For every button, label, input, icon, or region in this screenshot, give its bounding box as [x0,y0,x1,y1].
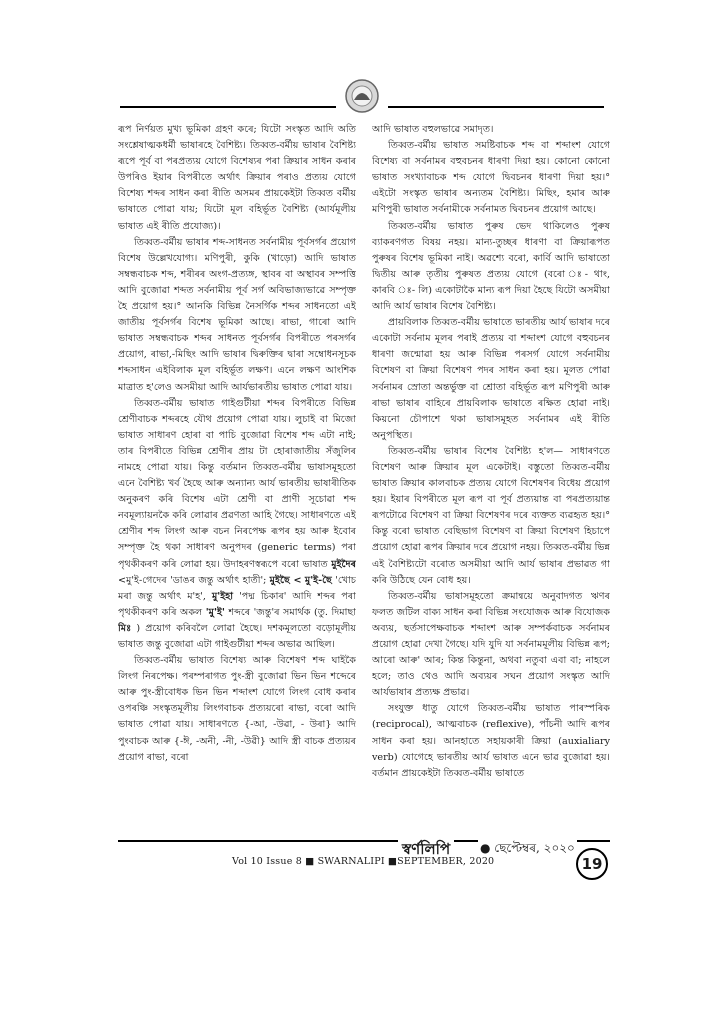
paragraph: তিব্বত-বৰ্মীয় ভাষাত পুৰুষ ভেদ থাকিলেও পুৰুষ ব্যাকৰণগত বিষয় নহয়। মান্য-তুচ্ছৰ ধাৰণা বা ক্ৰিয়াৰূপত পুৰুষৰ বিশেষ ভূমিকা নাই। অৱশ্যে বৰো, কাৰ্বি আদি ভাষাতো দ্বিতীয় আৰু তৃতীয় পুৰুষত প্ৰত্যয় যোগে (বৰো ঃ- থাং, কাৰবি ঃ- লি) একোটাকৈ মান্য ৰূপ দিয়া হৈছে যিটো অসমীয়া আদি আৰ্য ভাষাৰ বিশেষ বৈশিষ্ট্য। [372,220,610,313]
text-run: 'পদ্ম চিকাৰ' আদি শব্দৰ পৰা পৃথকীকৰণ কৰি অকল [118,590,356,618]
logo-emblem-icon [344,78,380,114]
text-run: <মু'ই-গেদেৰ 'ডাঙৰ জন্তু অৰ্থাৎ হাতী'; [118,574,267,586]
english-term: (reciprocal) [372,719,429,731]
text-run: পৰা পৃথকীকৰণ কৰি লোৱা হয়। উদাহৰণস্বৰূপে বৰো ভাষাত [118,542,356,570]
example-word: মু'ই-ছৈ [304,574,332,586]
header-rule-left [120,106,336,108]
paragraph: তিব্বত-বৰ্মীয় ভাষাসমূহতো ক্ৰমান্বয়ে অনুবাদগত ঋণৰ ফলত জটিল বাক্য সাধন কৰা বিভিন্ন সংযোজক আৰু বিযোজক অব্যয়, ছৰ্তসাপেক্ষবাচক শব্দাংশ আৰু সম্পৰ্কবাচক সৰ্বনামৰ প্ৰয়োগ হোৱা দেখা গৈছে। যদি যুদি যা সৰ্বনামমূলীয় বিভিন্ন ৰূপ; আৰো আৰু' আৰ; কিন্ত কিন্তুনা, অথবা নতুবা এবা বা; নাহলে হলে; তাও থেও আদি অব্যয়ৰ সঘন প্ৰয়োগ সংস্কৃত আদি আৰ্যভাষাৰ প্ৰত্যক্ষ প্ৰভাৱ। [372,590,610,699]
example-word: মিঃ [118,622,132,634]
header-rule-right [388,106,604,108]
text-run: সংযুক্ত ধাতু যোগে তিব্বত-বৰ্মীয় ভাষাত পাৰস্পৰিক [388,703,610,715]
text-run: ) প্ৰয়োগ কৰিবলৈ লোৱা হৈছে। দশকমূলতো বড়োমূলীয় ভাষাত জন্তু বুজোৱা এটা গাইগুটীয়া শব্দৰ অভাৱ আছিল। [118,622,356,650]
left-column [118,122,356,832]
paragraph [118,396,356,654]
paragraph: প্ৰায়বিলাক তিব্বত-বৰ্মীয় ভাষাতে ভাৰতীয় আৰ্য ভাষাৰ দৰে একোটা সৰ্বনাম মূলৰ পৰাই প্ৰত্যয় বা শব্দাংশ যোগে বহুবচনৰ ধাৰণা জন্মোৱা হয় আৰু বিভিন্ন পৰসৰ্গ যোগে সৰ্বনামীয় বিশেষণ বা ক্ৰিয়া বিশেষণ পদৰ সাধন কৰা হয়। মূলত পোৱা সৰ্বনামৰ স্ৰোতা অন্তৰ্ভুক্ত বা শ্ৰোতা বহিৰ্ভূত ৰূপ মণিপুৰী আৰু ৰাভা ভাষাৰ বাহিৰে প্ৰায়বিলাক ভাষাতে ৰক্ষিত হোৱা নাই। কিয়নো চৌপাশে থকা ভাষাসমূহত সৰ্বনামৰ এই ৰীতি অনুপস্থিত। [372,317,610,441]
example-word: 'মু'ই' [205,606,225,618]
example-word: মু'ইহা [211,590,234,602]
paragraph: তিব্বত-বৰ্মীয় ভাষাত সমষ্টিবাচক শব্দ বা শব্দাংশ যোগে বিশেষ্য বা সৰ্বনামৰ বহুবচনৰ ধাৰণা দিয়া হয়। কোনো কোনো ভাষাত সংখ্যাবাচক শব্দ যোগে দ্বিবচনৰ ধাৰণা দিয়া হয়।° এইটো সংস্কৃত ভাষাৰ অন্যতম বৈশিষ্ট্য। মিছিং, হমাৰ আৰু মণিপুৰী ভাষাত সৰ্বনামীকে সৰ্বনামত দ্বিবচনৰ প্ৰয়োগ আছে। [372,140,610,216]
issue-info: Vol 10 Issue 8 ■ SWARNALIPI ■SEPTEMBER, 2020 [232,856,495,867]
paragraph [372,701,610,781]
text-run: যোগেহে ভাৰতীয় আৰ্য ভাষাত এনে ভাৱ বুজোৱা হয়। বৰ্তমান প্ৰায়কেইটা তিব্বত-বৰ্মীয় ভাষাতে [372,751,610,779]
text-run: তিব্বত-বৰ্মীয় ভাষাত গাইগুটীয়া শব্দৰ বিপৰীতে বিভিন্ন শ্ৰেণীবাচক শব্দৰহে যৌথ প্ৰয়োগ পোৱা যায়। লুচাই বা মিজো ভাষাত সাধাৰণ হোৰা বা পাচি বুজোৱা বিশেষ শব্দ এটা নাই; তাৰ বিপৰীতে বিভিন্ন শ্ৰেণীৰ প্ৰায় টা হোৰাজাতীয় সঁজুলিৰ নামহে পোৱা যায়। কিন্তু বৰ্তমান তিব্বত-বৰ্মীয় ভাষাসমূহতো এনে বৈশিষ্ট্য খৰ্ব হৈছে আৰু অন্যান্য আৰ্য ভাৰতীয় ভাষাৰীতিক অনুকৰণ কৰি বিশেষ এটা শ্ৰেণী বা প্ৰাণী সূচোৱা শব্দ নবমূল্যায়নকৈ কৰি লোৱাৰ প্ৰৱণতা আহি গৈছে। সাধাৰণতে এই শ্ৰেণীৰ শব্দ লিংগ আৰু বচন নিৰপেক্ষ ৰূপৰ হয় আৰু ইবোৰ সম্পৃক্ত হৈ থকা সাধাৰণ অনুপদৰ [118,397,356,554]
paragraph: তিব্বত-বৰ্মীয় ভাষাৰ বিশেষ বৈশিষ্ট্য হ'ল— সাধাৰণতে বিশেষণ আৰু ক্ৰিয়াৰ মূল একেটাই। বস্তুতো তিব্বত-বৰ্মীয় ভাষাত ক্ৰিয়াৰ কালবাচক প্ৰত্যয় যোগে বিশেষণৰ বিধেয় প্ৰয়োগ হয়। ইয়াৰ বিপৰীতে মূল ৰূপ বা পূৰ্ব প্ৰত্যয়ান্ত বা পৰপ্ৰত্যয়ান্ত ৰূপটোৱে বিশেষণ বা ক্ৰিয়া বিশেষণৰ দৰে ব্যক্তত ব্যৱহৃত হয়।° কিন্তু বৰো ভাষাত বেছিভাগ বিশেষণ বা ক্ৰিয়া বিশেষণ হিচাপে প্ৰয়োগ হোৱা ৰূপৰ ক্ৰিয়াৰ দৰে প্ৰয়োগ নহয়। তিব্বত-বৰ্মীয় ভিন্ন এই বৈশিষ্ট্যটো বৰোত অসমীয়া আদি আৰ্য ভাষাৰ প্ৰভাৱত গা কৰি উঠিছে যেন বোধ হয়। [372,445,610,586]
english-term: (generic terms) [257,542,336,554]
right-column [372,122,610,832]
magazine-brand: স্বৰ্ণলিপি [398,838,454,863]
paragraph: ৰূপ নিৰ্ণয়ত মুখ্য ভূমিকা গ্ৰহণ কৰে; যিটো সংস্কৃত আদি অতি সংশ্লেষাত্মকধৰ্মী ভাষাৰহে বৈশিষ্ট্য। তিব্বত-বৰ্মীয় ভাষাৰ বৈশিষ্ট্য ৰূপে পূৰ্ব বা পৰপ্ৰত্যয় যোগে বিশেষ্যৰ পৰা ক্ৰিয়াৰ সাধন কৰাৰ উপৰিও ইয়াৰ বিপৰীতে অৰ্থাৎ ক্ৰিয়াৰ পৰাও প্ৰত্যয় যোগে বিশেষ্য শব্দৰ সাধন কৰা ৰীতি অসমৰ প্ৰায়কেইটা তিব্বত বৰ্মীয় ভাষাতে পোৱা যায়; যিটো মূল বহিৰ্ভূত বৈশিষ্ট্য (আৰ্যমূলীয় ভাষাত এই ৰীতি প্ৰযোজ্য)। [118,124,356,232]
text-run: , পাঁচনী আদি ৰূপৰ সাধন কৰা হয়। আনহাতে সহায়কাৰী ক্ৰিয়া [372,719,610,747]
issue-date: ● ছেপ্টেম্বৰ, ২০২০ [478,840,577,860]
example-word: মুইছৈ < [269,574,302,586]
paragraph: তিব্বত-বৰ্মীয় ভাষাত বিশেষ্য আৰু বিশেষণ শব্দ ঘাইকৈ লিংগ নিৰপেক্ষ। পৰম্পৰাগত পুং-স্ত্ৰী বুজোৱা ভিন ভিন শব্দেৰে আৰু পুং-স্ত্ৰীবোধক ভিন ভিন শব্দাংশ যোগে লিংগ বোধ কৰাৰ ওপৰঞ্চি সংস্কৃতমূলীয় লিংগবাচক প্ৰত্যয়ৰো ৰাভা, বৰো আদি ভাষাত পোৱা যায়। সাধাৰণতে {-আ, -উৱা, - উৰা} আদি পুংবাচক আৰু {-ঈ, -অনী, -নী, -উৱী} আদি স্ত্ৰী বাচক প্ৰত্যয়ৰ প্ৰয়োগ ৰাভা, বৰো [118,655,356,763]
example-word: মুইদৈৰ [331,558,356,570]
page-number: 19 [576,848,608,880]
text-run: , আত্মবাচক [428,719,478,731]
text-run: 'খোচ মৰা জন্তু অৰ্থাৎ ম'হ', [118,574,356,602]
text-run: শব্দৰে 'জন্তু'ৰ সমাৰ্থক (তু. দিমাছা [228,606,356,618]
paragraph: আদি ভাষাত বহুলভাৱে সমাদৃত। [372,124,494,135]
english-term: (reflexive) [482,719,532,731]
paragraph: তিব্বত-বৰ্মীয় ভাষাৰ শব্দ-সাধনত সৰ্বনামীয় পূৰ্বসৰ্গৰ প্ৰয়োগ বিশেষ উল্লেখযোগ্য। মণিপুৰী, কুকি (খাড়ো) আদি ভাষাত সম্বন্ধবাচক শব্দ, শৰীৰৰ অংগ-প্ৰত্যঙ্গ, স্থাবৰ বা অস্থাবৰ সম্পত্তি আদি বুজোৱা শব্দত সৰ্বনামীয় পূৰ্ব সৰ্গ অবিভাজ্যভাৱে সম্পৃক্ত হৈ প্ৰয়োগ হয়।° আনকি বিভিন্ন নৈসৰ্গিক শব্দৰ সাধনতো এই জাতীয় পূৰ্বসৰ্গৰ বিশেষ ভূমিকা আছে। ৰাভা, গাৰো আদি ভাষাত সম্বন্ধবাচক শব্দৰ সাধনত পূৰ্বসৰ্গৰ বিপৰীতে পৰসৰ্গৰ প্ৰয়োগ, ৰাভা,-মিছিং আদি ভাষাৰ দ্বিৰুক্তিৰ দ্বাৰা সম্বোধনসূচক শব্দসাধন এইবিলাক মূল বহিৰ্ভূত লক্ষণ। এনে লক্ষণ আংশিক মাত্ৰাত হ'লেও অসমীয়া আদি আৰ্যভাৰতীয় ভাষাত পোৱা যায়। [118,236,356,393]
english-term: (auxialiary verb) [372,735,610,763]
